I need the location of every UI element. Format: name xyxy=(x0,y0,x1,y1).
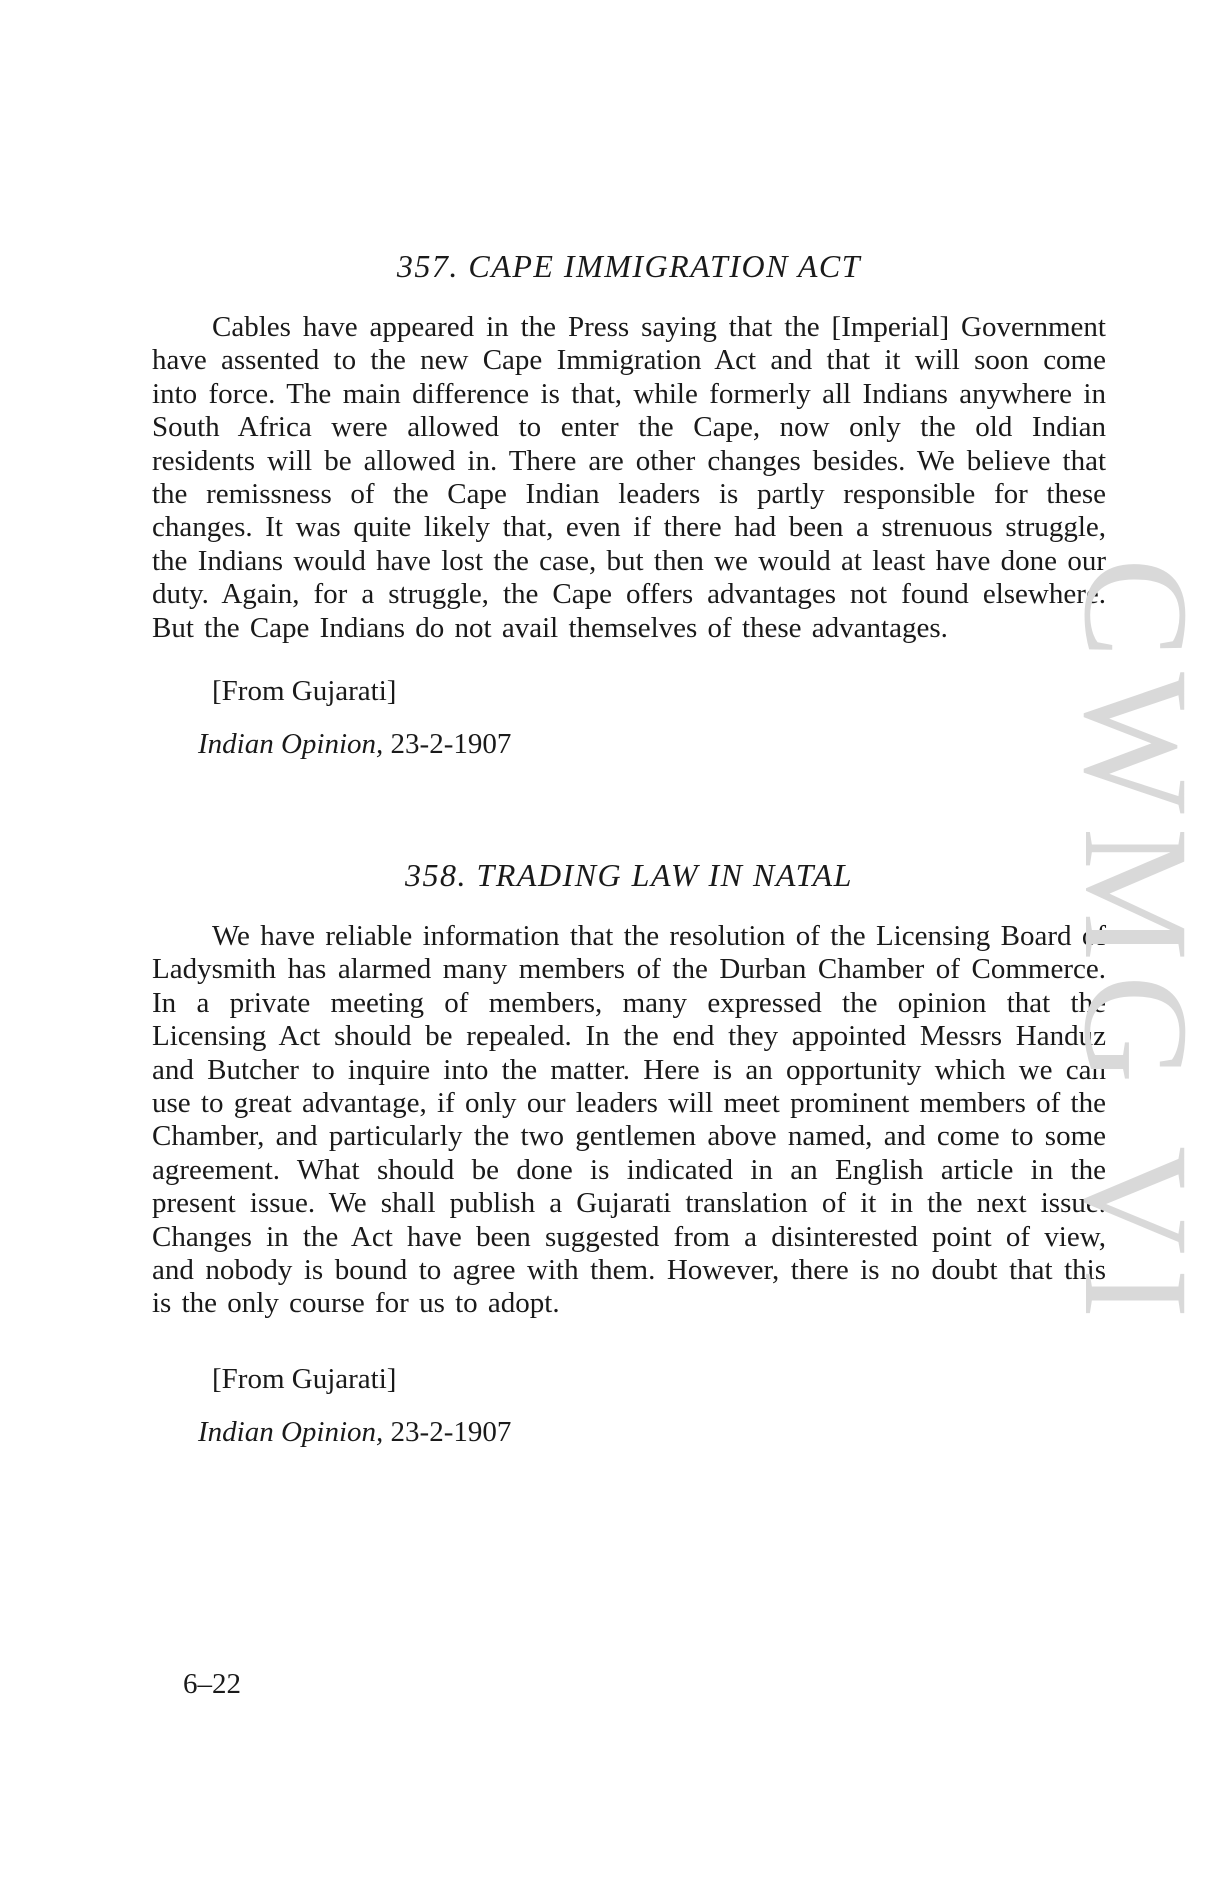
source-note: [From Gujarati] xyxy=(212,1362,397,1395)
citation-date: 23-2-1907 xyxy=(390,1415,512,1448)
article-trading-law-in-natal xyxy=(152,857,1106,1449)
article-body: We have reliable information that the resolution of the Licensing Board of Ladysmith has alarmed many members of the Durban Chamber of Commerce. In a private meeting of members, many expressed the opinion that the Licensing Act should be repealed. In the end they appointed Messrs Handuz and Butcher to inquire into the matter. Here is an opportunity which we can use to great advantage, if only our leaders will meet prominent members of the Chamber, and particularly the two gentlemen above named, and come to some agreement. What should be done is indicated in an English article in the present issue. We shall publish a Gujarati translation of it in the next issue. Changes in the Act have been suggested from a disinterested point of view, and nobody is bound to agree with them. However, there is no doubt that this is the only course for us to adopt. xyxy=(152,920,1106,1320)
article-title: 358. TRADING LAW IN NATAL xyxy=(405,857,853,893)
citation-publication: Indian Opinion, xyxy=(198,728,384,761)
watermark-cwmg xyxy=(1053,558,1219,1333)
citation-date: 23-2-1907 xyxy=(390,728,512,761)
article-cape-immigration-act xyxy=(152,248,1106,761)
article-title: 357. CAPE IMMIGRATION ACT xyxy=(396,248,862,284)
citation xyxy=(198,1416,1106,1449)
citation xyxy=(198,728,1106,761)
page-number: 6–22 xyxy=(183,1668,241,1700)
citation-publication: Indian Opinion, xyxy=(198,1415,384,1448)
article-body: Cables have appeared in the Press saying that the [Imperial] Government have assented to the new Cape Immigration Act and that it will soon come into force. The main difference is that, while formerly all Indians anywhere in South Africa were allowed to enter the Cape, now only the old Indian residents will be allowed in. There are other changes besides. We believe that the remissness of the Cape Indian leaders is partly responsible for these changes. It was quite likely that, even if there had been a strenuous struggle, the Indians would have lost the case, but then we would at least have done our duty. Again, for a struggle, the Cape offers advantages not found elsewhere. But the Cape Indians do not avail themselves of these advantages. xyxy=(152,311,1106,644)
watermark-graphic xyxy=(1053,558,1219,1333)
source-note: [From Gujarati] xyxy=(212,675,397,708)
svg-text:CWMG VI: CWMG VI xyxy=(1053,558,1219,1333)
